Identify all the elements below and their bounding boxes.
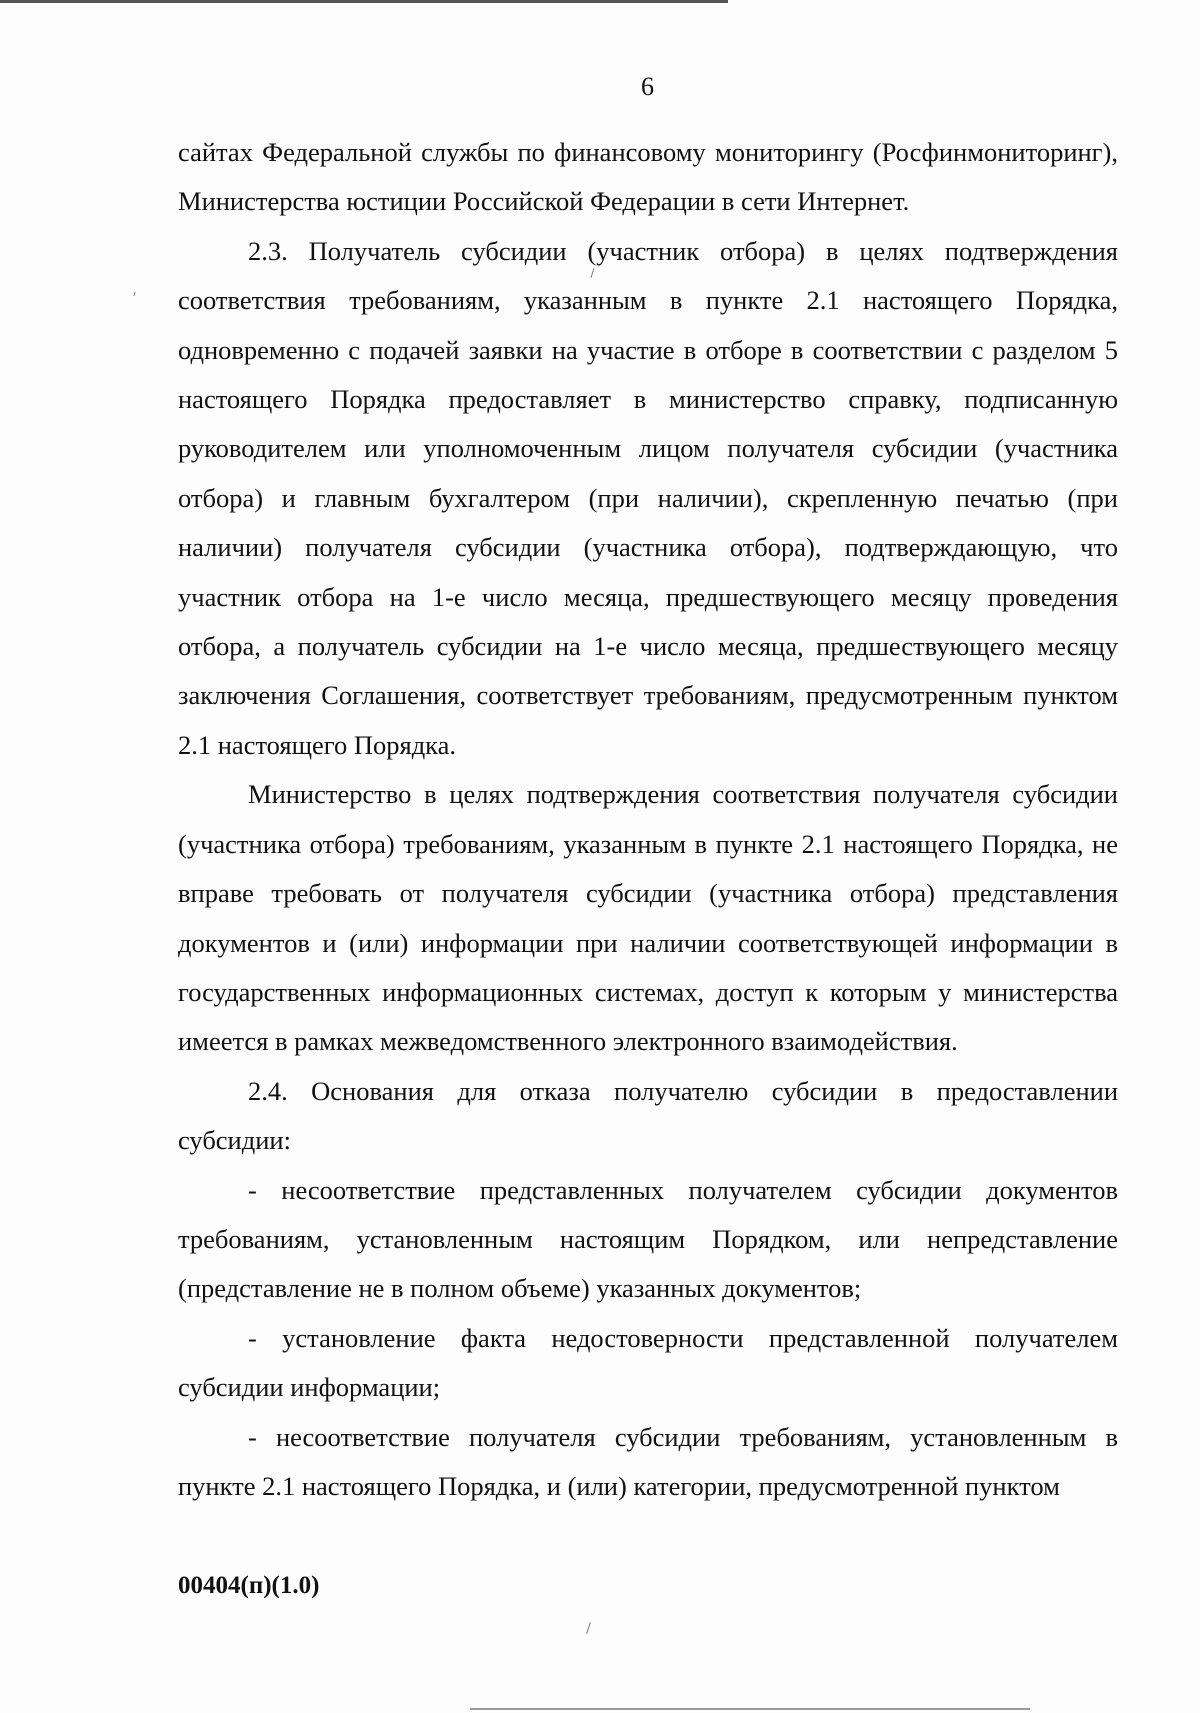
paragraph-2-4: 2.4. Основания для отказа получателю субсидии в предоставлении субсидии: [178,1075,1118,1156]
scan-speck [133,292,135,296]
scan-edge-bottom [470,1708,1030,1710]
page-number: 6 [641,72,654,101]
paragraph-continuation: сайтах Федеральной службы по финансовому мониторингу (Росфинмониторинг), Министерства юстиции Российской Федерации в сети Интернет. [178,137,1118,217]
document-body [178,128,1118,1511]
scan-edge-top [0,0,728,3]
scan-speck [586,1622,591,1634]
list-item-requirements: - несоответствие получателя субсидии требованиям, установленным в пункте 2.1 настоящего Порядка, и (или) категории, предусмотренной пунктом [178,1421,1118,1501]
paragraph-ministry: Министерство в целях подтверждения соответствия получателя субсидии (участника отбора) требованиям, указанным в пункте 2.1 настоящего Порядка, не вправе требовать от получателя субсидии (участника отбора) представления документов и (или) информации при наличии соответствующей информации в государственных информационных системах, доступ к которым у министерства имеется в рамках межведомственного электронного взаимодействия. [178,779,1118,1057]
list-item-false-info: - установление факта недостоверности представленной получателем субсидии информации; [178,1322,1118,1403]
paragraph-2-3: 2.3. Получатель субсидии (участник отбора) в целях подтверждения соответствия требованиям, указанным в пункте 2.1 настоящего Порядка, одновременно с подачей заявки на участие в отборе в соответствии с разделом 5 настоящего Порядка предоставляет в министерство справку, подписанную руководителем или уполномоченным лицом получателя субсидии (участника отбора) и главным бухгалтером (при наличии), скрепленную печатью (при наличии) получателя субсидии (участника отбора), подтверждающую, что участник отбора на 1-е число месяца, предшествующего месяцу проведения отбора, а получатель субсидии на 1-е число месяца, предшествующего месяцу заключения Соглашения, соответствует требованиям, предусмотренным пунктом 2.1 настоящего Порядка. [178,235,1118,760]
document-code: 00404(п)(1.0) [178,1572,320,1599]
list-item-documents: - несоответствие представленных получателем субсидии документов требованиям, установленным настоящим Порядком, или непредставление (представление не в полном объеме) указанных документов; [178,1174,1118,1304]
